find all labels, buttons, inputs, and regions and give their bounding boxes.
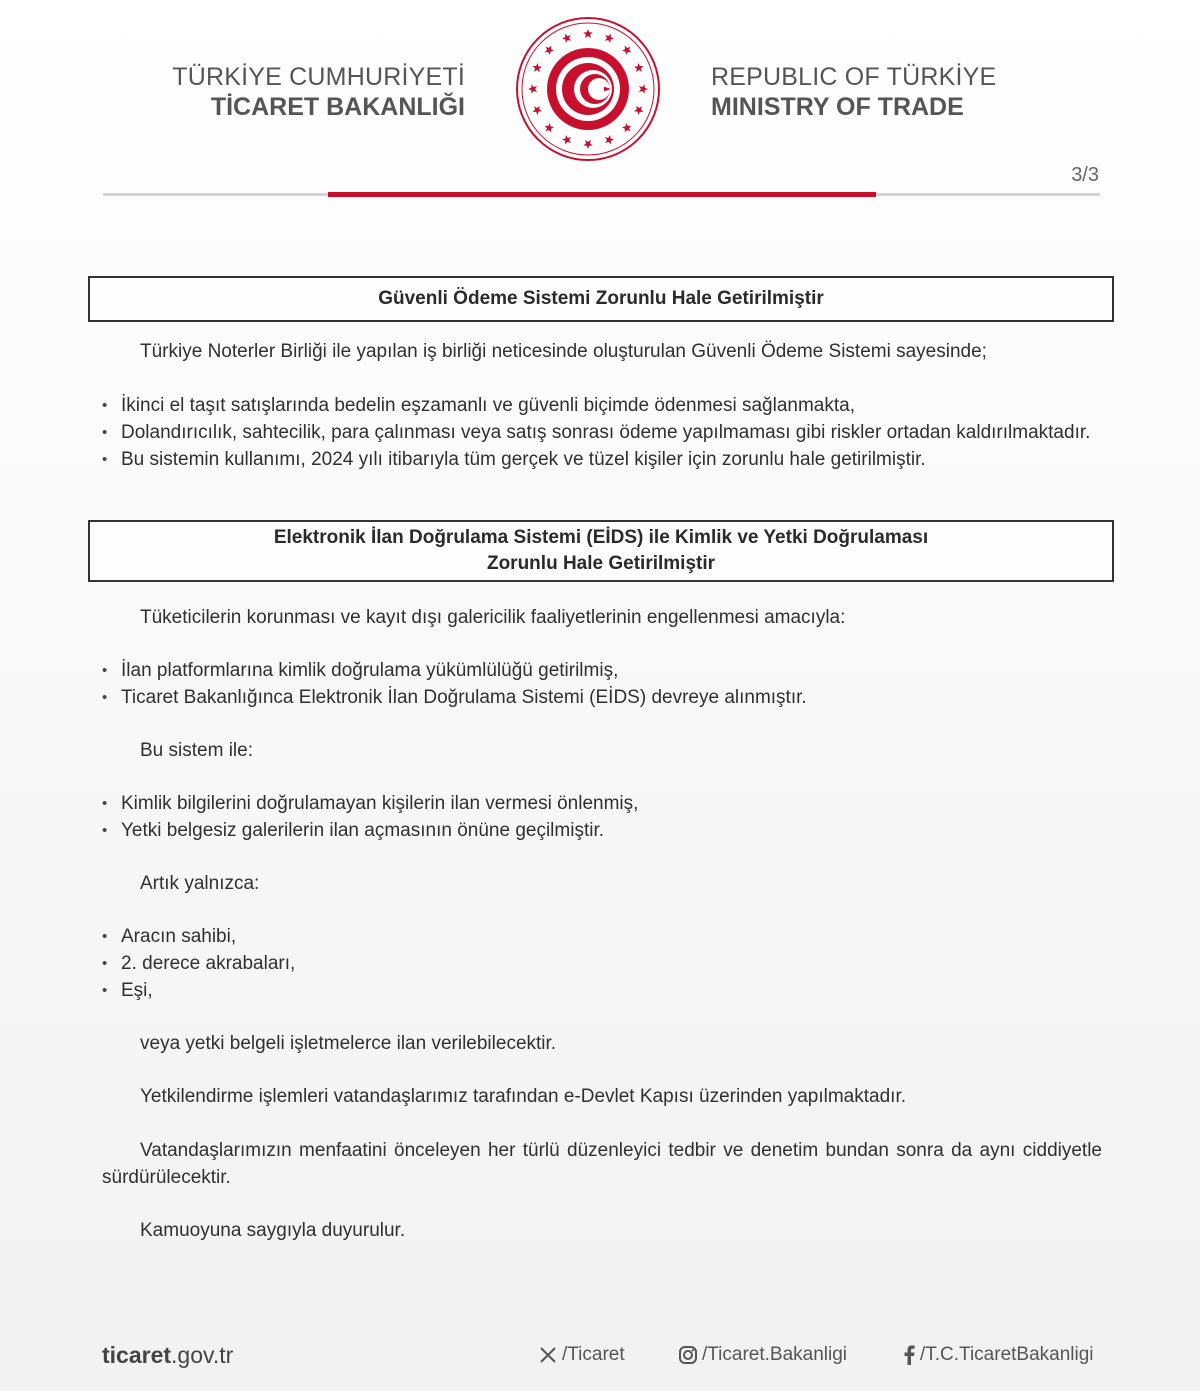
header-right-line1: REPUBLIC OF TÜRKİYE [711,63,997,91]
section2-intro-c: Artık yalnızca: [140,873,260,894]
section2-intro: Tüketicilerin korunması ve kayıt dışı galericilik faaliyetlerinin engellenmesi amacıyla: [140,607,846,628]
section1-intro: Türkiye Noterler Birliği ile yapılan iş birliği neticesinde oluşturulan Güvenli Ödeme Sistemi sayesinde; [140,341,987,362]
list-item: • Dolandırıcılık, sahtecilik, para çalınması veya satış sonrası ödeme yapılmaması gibi riskler ortadan kaldırılmaktadır. [102,419,1102,446]
list-item: • Ticaret Bakanlığınca Elektronik İlan Doğrulama Sistemi (EİDS) devreye alınmıştır. [102,684,1102,711]
x-handle: /Ticaret [562,1344,625,1365]
x-icon [538,1345,558,1365]
section1-title-box [88,276,1114,322]
website-link-bold: ticaret [102,1342,172,1368]
website-link-rest: .gov.tr [171,1342,234,1368]
list-item: • 2. derece akrabaları, [102,950,1102,977]
page-number: 3/3 [1071,164,1099,186]
section2-bullet-list-c [102,923,1102,1004]
header-left-line1: TÜRKİYE CUMHURİYETİ [172,63,465,91]
facebook-icon [902,1345,916,1365]
list-item: • Kimlik bilgilerini doğrulamayan kişilerin ilan vermesi önlenmiş, [102,790,1102,817]
facebook-link[interactable] [902,1344,1094,1366]
header-right-line2: MINISTRY OF TRADE [711,93,964,121]
section2-paragraph-2: Yetkilendirme işlemleri vatandaşlarımız tarafından e-Devlet Kapısı üzerinden yapılmaktadır. [140,1086,907,1107]
section2-bullet-list-b [102,790,1102,844]
section2-paragraph-1: veya yetki belgeli işletmelerce ilan verilebilecektir. [140,1033,557,1054]
list-item: • Eşi, [102,977,1102,1004]
header-left-line2: TİCARET BAKANLIĞI [210,93,465,121]
instagram-icon [678,1345,698,1365]
instagram-link[interactable] [678,1344,847,1366]
closing-statement: Kamuoyuna saygıyla duyurulur. [140,1220,406,1241]
list-item: • Bu sistemin kullanımı, 2024 yılı itibarıyla tüm gerçek ve tüzel kişiler için zorunlu hale getirilmiştir. [102,446,1102,473]
header-divider-accent [328,192,876,197]
facebook-handle: /T.C.TicaretBakanligi [920,1344,1094,1365]
instagram-handle: /Ticaret.Bakanligi [702,1344,848,1365]
section2-intro-b: Bu sistem ile: [140,740,253,761]
section2-title-box [88,520,1114,582]
section2-title-line2: Zorunlu Hale Getirilmiştir [486,553,716,574]
x-link[interactable] [538,1344,625,1366]
list-item: • İlan platformlarına kimlik doğrulama yükümlülüğü getirilmiş, [102,657,1102,684]
list-item: • İkinci el taşıt satışlarında bedelin eşzamanlı ve güvenli biçimde ödenmesi sağlanmakta, [102,392,1102,419]
header-right-title [711,62,996,122]
section1-bullet-list [102,392,1102,473]
list-item: • Aracın sahibi, [102,923,1102,950]
ministry-seal-logo [515,16,661,162]
section2-title-line1: Elektronik İlan Doğrulama Sistemi (EİDS) ile Kimlik ve Yetki Doğrulaması [273,527,929,548]
website-link[interactable] [102,1342,233,1369]
section2-bullet-list-a [102,657,1102,711]
section1-title: Güvenli Ödeme Sistemi Zorunlu Hale Getirilmiştir [378,288,824,309]
list-item: • Yetki belgesiz galerilerin ilan açmasının önüne geçilmiştir. [102,817,1102,844]
header-left-title [172,62,465,122]
section2-paragraph-3: Vatandaşlarımızın menfaatini önceleyen her türlü düzenleyici tedbir ve denetim bundan sonra da aynı ciddiyetle sürdürülecektir. [102,1140,1102,1188]
